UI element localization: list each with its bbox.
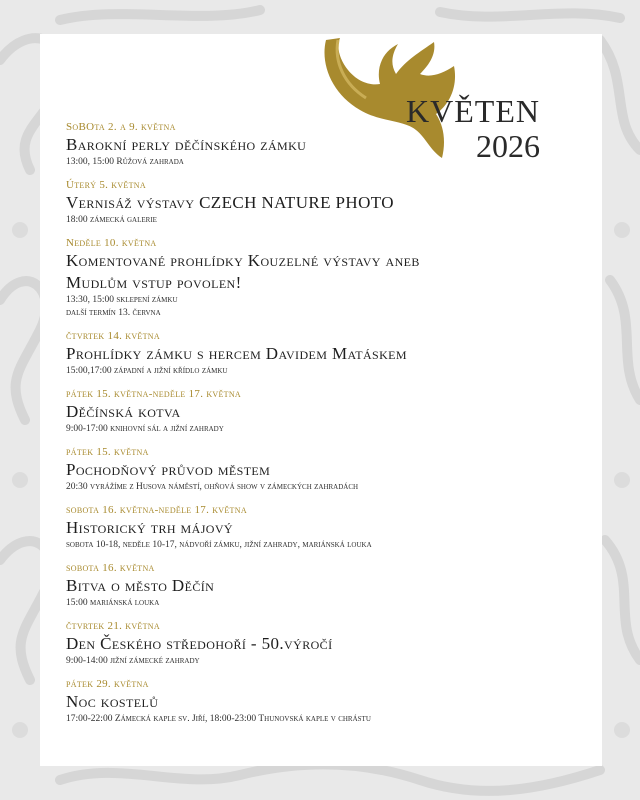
event-date: SoBOta 2. a 9. května (66, 121, 176, 133)
event-date: čtvrtek 21. května (66, 620, 160, 632)
event-item (66, 445, 586, 494)
event-detail: 13:00, 15:00 Růžová zahrada (66, 157, 184, 167)
event-title: Noc kostelů (66, 692, 159, 711)
event-date: pátek 15. května-neděle 17. května (66, 388, 242, 400)
event-list (66, 120, 586, 735)
event-title: Děčínská kotva (66, 402, 181, 421)
event-detail: 18:00 zámecká galerie (66, 215, 157, 225)
event-title: Prohlídky zámku s hercem Davidem Matáskem (66, 344, 407, 363)
event-item (66, 677, 586, 726)
month-title: KVĚTEN (406, 93, 540, 129)
event-detail: 15:00,17:00 západní a jižní křídlo zámku (66, 366, 228, 376)
event-title: Historický trh májový (66, 518, 233, 537)
event-detail: 15:00 mariánská louka (66, 598, 160, 608)
event-item (66, 619, 586, 668)
event-date: čtvrtek 14. května (66, 330, 160, 342)
event-detail: 13:30, 15:00 sklepení zámku (66, 295, 178, 305)
event-detail: 20:30 vyrážíme z Husova náměstí, ohňová show v zámeckých zahradách (66, 482, 359, 492)
event-item (66, 329, 586, 378)
event-item (66, 236, 586, 320)
event-date: Úterý 5. května (66, 179, 146, 191)
event-date: pátek 15. května (66, 446, 149, 458)
event-item (66, 178, 586, 227)
event-title: Vernisáž výstavy CZECH NATURE PHOTO (66, 193, 394, 212)
event-title: Bitva o město Děčín (66, 576, 215, 595)
event-item (66, 561, 586, 610)
event-detail: 9:00-14:00 jižní zámecké zahrady (66, 656, 200, 666)
event-item (66, 503, 586, 552)
event-item (66, 120, 586, 169)
event-title: Barokní perly děčínského zámku (66, 135, 307, 154)
event-item (66, 387, 586, 436)
event-title: Pochodňový průvod městem (66, 460, 271, 479)
event-detail: 17:00-22:00 Zámecká kaple sv. Jiří, 18:00-23:00 Thunovská kaple v chrástu (66, 714, 371, 724)
event-detail: sobota 10-18, neděle 10-17, nádvoří zámku, jižní zahrady, mariánská louka (66, 540, 372, 550)
event-title: Den Českého středohoří - 50.výročí (66, 634, 333, 653)
event-date: pátek 29. května (66, 678, 149, 690)
event-title: Komentované prohlídky Kouzelné výstavy aneb Mudlům vstup povolen! (66, 251, 420, 292)
event-date: Neděle 10. května (66, 237, 157, 249)
event-detail: 9:00-17:00 knihovní sál a jižní zahrady (66, 424, 224, 434)
event-detail: další termín 13. června (66, 308, 161, 318)
event-date: sobota 16. května (66, 562, 155, 574)
year-title: 2026 (476, 128, 540, 164)
event-date: sobota 16. května-neděle 17. května (66, 504, 247, 516)
